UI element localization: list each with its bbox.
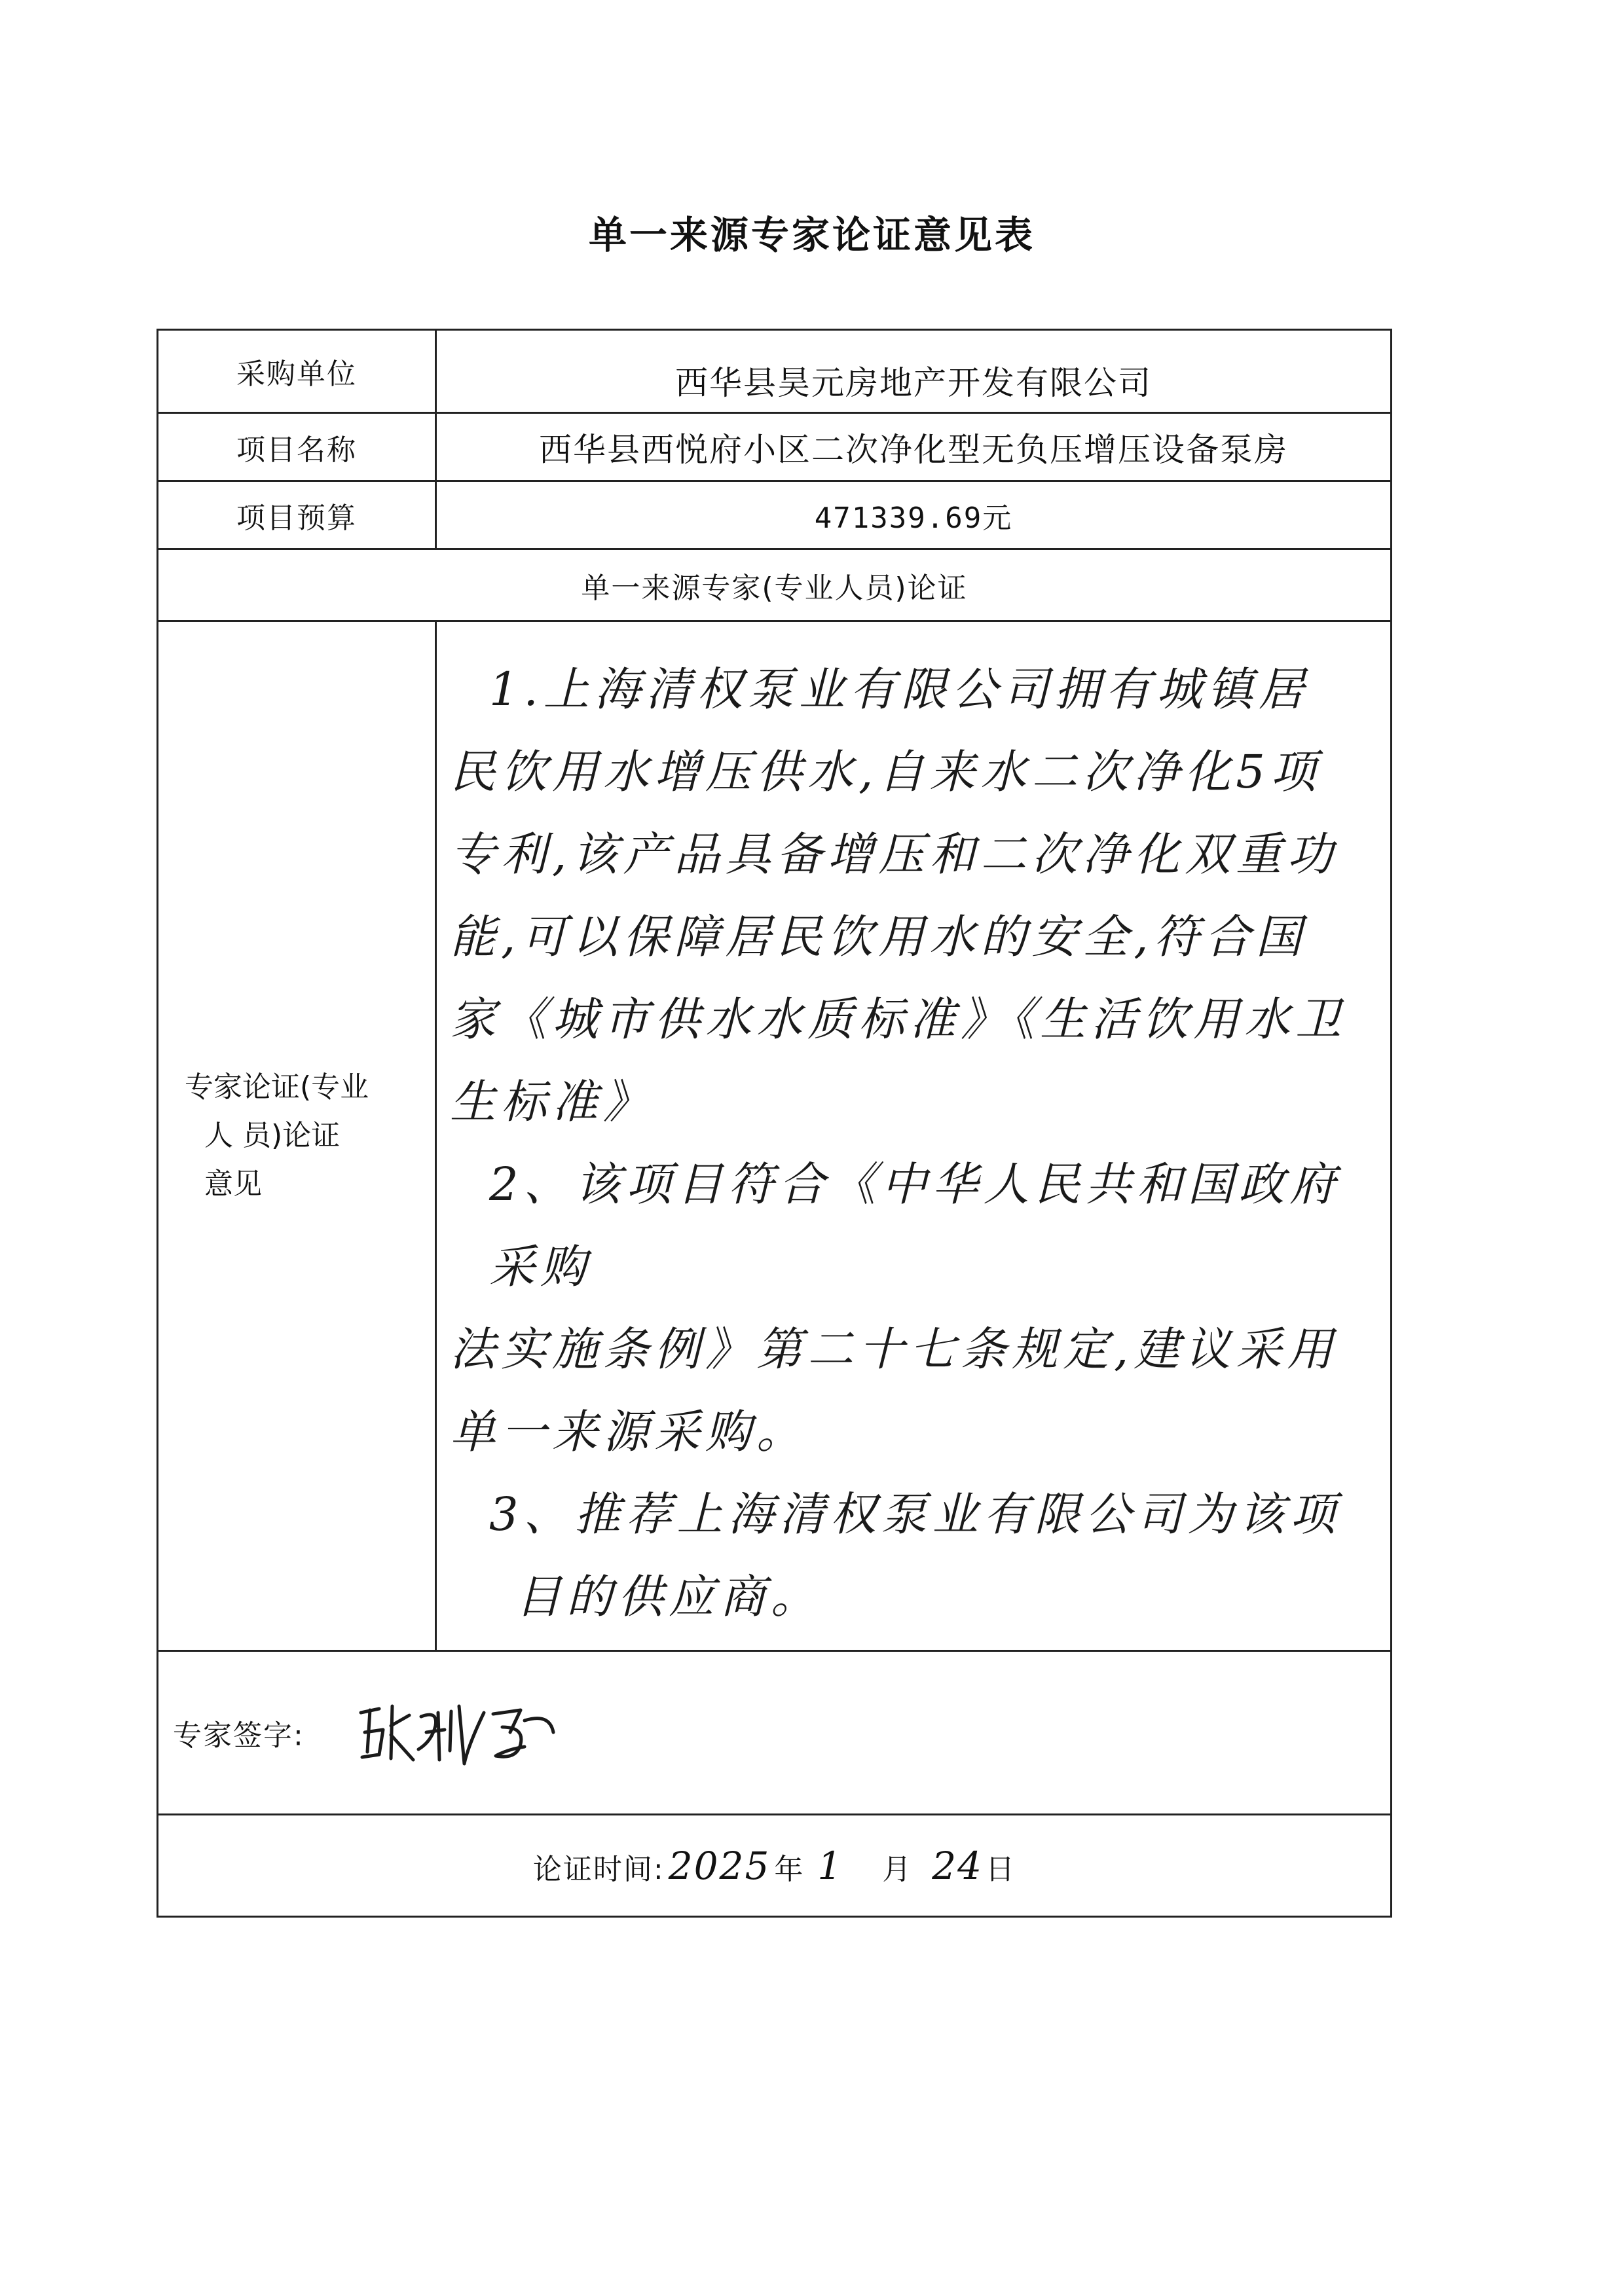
- signature-scribble-icon: [353, 1686, 563, 1772]
- handwritten-line: 能,可以保障居民饮用水的安全,符合国: [450, 910, 1307, 964]
- handwritten-line: 目的供应商。: [515, 1570, 822, 1624]
- date-month-suffix: 月: [882, 1852, 913, 1886]
- budget-row: [158, 481, 1392, 549]
- section-header: 单一来源专家(专业人员)论证: [158, 549, 1392, 621]
- opinion-label: [158, 621, 436, 1651]
- project-name-value: 西华县西悦府小区二次净化型无负压增压设备泵房: [436, 413, 1392, 481]
- signature-row: [158, 1651, 1392, 1815]
- date-month: 1: [817, 1843, 843, 1888]
- opinion-label-line: 意见: [204, 1167, 262, 1201]
- budget-label: 项目预算: [158, 481, 436, 549]
- date-cell: [158, 1815, 1392, 1917]
- opinion-row: [158, 621, 1392, 1651]
- signature-cell: [158, 1651, 1392, 1815]
- opinion-content: [436, 621, 1392, 1651]
- date-day-suffix: 日: [986, 1852, 1016, 1886]
- purchaser-value: 西华县昊元房地产开发有限公司: [436, 330, 1392, 413]
- date-row: [158, 1815, 1392, 1917]
- purchaser-label: 采购单位: [158, 330, 436, 413]
- date-day: 24: [932, 1843, 984, 1888]
- handwritten-line: 2、该项目符合《中华人民共和国政府采购: [489, 1157, 1341, 1294]
- budget-value: 471339.69元: [436, 481, 1392, 549]
- date-year: 2025: [668, 1843, 771, 1888]
- expert-opinion-table: [157, 329, 1392, 1918]
- handwritten-line: 1.上海清权泵业有限公司拥有城镇居: [489, 663, 1310, 716]
- page-title: 单一来源专家论证意见表: [588, 213, 1035, 257]
- handwritten-line: 家《城市供水水质标准》《生活饮用水卫: [450, 993, 1346, 1046]
- date-year-suffix: 年: [774, 1852, 805, 1886]
- handwritten-line: 3、推荐上海清权泵业有限公司为该项: [489, 1487, 1341, 1541]
- opinion-label-line: 人 员)论证: [204, 1119, 341, 1152]
- project-name-row: [158, 413, 1392, 481]
- handwritten-line: 民饮用水增压供水,自来水二次净化5项: [450, 745, 1321, 799]
- handwritten-line: 生标准》: [450, 1075, 654, 1129]
- date-label: 论证时间:: [532, 1852, 665, 1886]
- handwritten-line: 专利,该产品具备增压和二次净化双重功: [450, 828, 1338, 881]
- project-name-label: 项目名称: [158, 413, 436, 481]
- handwritten-line: 单一来源采购。: [450, 1405, 807, 1459]
- opinion-label-line: 专家论证(专业: [185, 1070, 369, 1104]
- signature-label: 专家签字:: [173, 1719, 304, 1753]
- handwritten-line: 法实施条例》第二十七条规定,建议采用: [450, 1322, 1338, 1376]
- handwritten-signature: [353, 1686, 563, 1779]
- purchaser-row: [158, 330, 1392, 413]
- section-header-row: [158, 549, 1392, 621]
